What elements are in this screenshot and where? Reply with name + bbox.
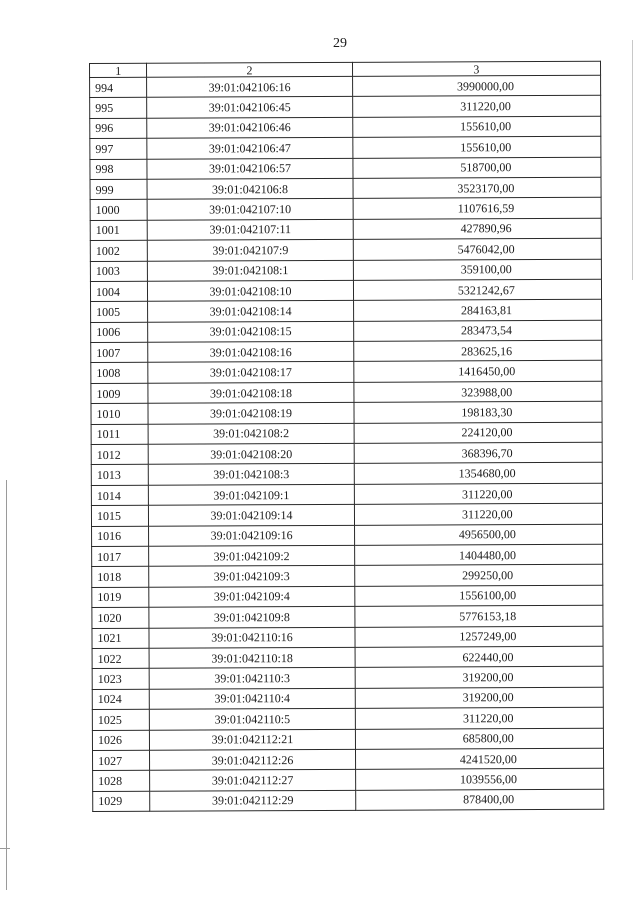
row-number-cell: 1014 [91, 485, 148, 506]
cadastral-number-cell: 39:01:042106:16 [147, 76, 352, 97]
cadastral-value-cell: 311220,00 [354, 483, 602, 504]
page-number: 29 [333, 36, 347, 51]
row-number-cell: 1001 [90, 220, 147, 241]
cadastral-number-cell: 39:01:042108:16 [148, 341, 353, 362]
cadastral-value-cell: 299250,00 [354, 565, 602, 586]
table-row [92, 585, 603, 608]
row-number-cell: 1024 [92, 689, 149, 710]
cadastral-value-cell: 878400,00 [355, 789, 603, 810]
cadastral-value-cell: 427890,96 [353, 218, 601, 239]
row-number-cell: 1002 [90, 240, 147, 261]
cadastral-value-cell: 198183,30 [354, 402, 602, 423]
cadastral-value-table [89, 61, 604, 812]
table-row [92, 687, 603, 710]
cadastral-number-cell: 39:01:042106:47 [147, 138, 352, 159]
cadastral-number-cell: 39:01:042110:3 [149, 668, 354, 689]
cadastral-value-cell: 311220,00 [352, 96, 600, 117]
table-row [92, 605, 603, 628]
cadastral-number-cell: 39:01:042108:14 [148, 301, 353, 322]
cadastral-number-cell: 39:01:042106:46 [147, 117, 352, 138]
row-number-cell: 999 [90, 179, 147, 200]
row-number-cell: 1011 [91, 424, 148, 445]
row-number-cell: 1007 [91, 342, 148, 363]
cadastral-value-cell: 323988,00 [354, 381, 602, 402]
column-header-1: 1 [90, 63, 147, 77]
row-number-cell: 1018 [92, 567, 149, 588]
table-row [92, 646, 603, 669]
row-number-cell: 1020 [92, 607, 149, 628]
table-row [91, 320, 602, 343]
table-row [90, 238, 601, 261]
row-number-cell: 998 [90, 159, 147, 180]
table-row [90, 177, 601, 200]
row-number-cell: 997 [90, 138, 147, 159]
cadastral-value-cell: 5321242,67 [353, 279, 601, 300]
cadastral-number-cell: 39:01:042108:10 [148, 280, 353, 301]
cadastral-number-cell: 39:01:042108:3 [149, 464, 354, 485]
row-number-cell: 1023 [92, 669, 149, 690]
cadastral-value-cell: 4956500,00 [354, 524, 602, 545]
cadastral-number-cell: 39:01:042109:3 [149, 566, 354, 587]
table-row [90, 279, 601, 302]
cadastral-number-cell: 39:01:042109:4 [149, 586, 354, 607]
cadastral-value-cell: 283625,16 [353, 340, 601, 361]
cadastral-value-cell: 1404480,00 [354, 544, 602, 565]
cadastral-value-cell: 3523170,00 [353, 177, 601, 198]
table-row [92, 748, 603, 771]
cadastral-number-cell: 39:01:042106:45 [147, 97, 352, 118]
cadastral-number-cell: 39:01:042109:16 [149, 525, 354, 546]
cadastral-value-cell: 622440,00 [355, 646, 603, 667]
row-number-cell: 1029 [93, 791, 150, 812]
row-number-cell: 1005 [91, 302, 148, 323]
cadastral-value-cell: 155610,00 [353, 136, 601, 157]
row-number-cell: 1006 [91, 322, 148, 343]
cadastral-value-cell: 5776153,18 [355, 605, 603, 626]
row-number-cell: 1025 [92, 709, 149, 730]
table-row [92, 565, 603, 588]
cadastral-value-cell: 359100,00 [353, 259, 601, 280]
table-row [91, 422, 602, 445]
row-number-cell: 1009 [91, 383, 148, 404]
scan-margin-line-right [632, 40, 633, 280]
cadastral-value-cell: 1416450,00 [353, 361, 601, 382]
cadastral-number-cell: 39:01:042108:2 [148, 423, 353, 444]
cadastral-value-cell: 319200,00 [355, 667, 603, 688]
table-row [90, 116, 601, 139]
cadastral-number-cell: 39:01:042110:18 [149, 647, 354, 668]
table-row [91, 442, 602, 465]
cadastral-value-cell: 3990000,00 [352, 75, 600, 96]
row-number-cell: 1015 [91, 505, 148, 526]
column-header-3: 3 [352, 61, 600, 76]
row-number-cell: 995 [90, 98, 147, 119]
cadastral-number-cell: 39:01:042108:17 [148, 362, 353, 383]
table-row [91, 483, 602, 506]
cadastral-value-cell: 518700,00 [353, 157, 601, 178]
cadastral-value-cell: 155610,00 [352, 116, 600, 137]
cadastral-number-cell: 39:01:042112:27 [150, 770, 355, 791]
cadastral-value-cell: 1107616,59 [353, 198, 601, 219]
table-row [92, 544, 603, 567]
cadastral-value-cell: 685800,00 [355, 728, 603, 749]
cadastral-number-cell: 39:01:042109:2 [149, 545, 354, 566]
row-number-cell: 1008 [91, 363, 148, 384]
row-number-cell: 1027 [92, 750, 149, 771]
row-number-cell: 996 [90, 118, 147, 139]
cadastral-number-cell: 39:01:042112:29 [150, 790, 355, 811]
table-row [91, 402, 602, 425]
table-row [90, 259, 601, 282]
cadastral-value-cell: 311220,00 [354, 503, 602, 524]
row-number-cell: 1012 [91, 444, 148, 465]
table-row [92, 524, 603, 547]
cadastral-number-cell: 39:01:042106:8 [147, 178, 352, 199]
table-row [90, 96, 601, 119]
cadastral-value-cell: 319200,00 [355, 687, 603, 708]
table-row [91, 503, 602, 526]
row-number-cell: 994 [90, 77, 147, 98]
table-row [92, 667, 603, 690]
cadastral-number-cell: 39:01:042109:1 [149, 484, 354, 505]
cadastral-number-cell: 39:01:042108:20 [148, 443, 353, 464]
cadastral-number-cell: 39:01:042109:8 [149, 607, 354, 628]
table-row [91, 300, 602, 323]
row-number-cell: 1026 [92, 730, 149, 751]
cadastral-value-cell: 224120,00 [354, 422, 602, 443]
row-number-cell: 1017 [92, 546, 149, 567]
table-row [90, 218, 601, 241]
cadastral-number-cell: 39:01:042108:19 [148, 403, 353, 424]
cadastral-number-cell: 39:01:042107:9 [148, 239, 353, 260]
table-row [92, 707, 603, 730]
cadastral-number-cell: 39:01:042109:14 [149, 505, 354, 526]
cadastral-value-cell: 1039556,00 [355, 769, 603, 790]
table-row [90, 136, 601, 159]
cadastral-value-cell: 1257249,00 [355, 626, 603, 647]
cadastral-number-cell: 39:01:042107:11 [147, 219, 352, 240]
scan-margin-line-left [6, 480, 7, 890]
cadastral-value-cell: 368396,70 [354, 442, 602, 463]
row-number-cell: 1003 [90, 261, 147, 282]
cadastral-value-cell: 5476042,00 [353, 238, 601, 259]
table-row [90, 75, 601, 98]
table-row [92, 728, 603, 751]
row-number-cell: 1022 [92, 648, 149, 669]
cadastral-value-cell: 1354680,00 [354, 463, 602, 484]
row-number-cell: 1010 [91, 403, 148, 424]
table-row [90, 198, 601, 221]
row-number-cell: 1013 [91, 465, 148, 486]
table-row [91, 340, 602, 363]
row-number-cell: 1019 [92, 587, 149, 608]
cadastral-number-cell: 39:01:042110:4 [150, 688, 355, 709]
table-row [91, 381, 602, 404]
cadastral-number-cell: 39:01:042108:15 [148, 321, 353, 342]
cadastral-number-cell: 39:01:042112:21 [150, 729, 355, 750]
cadastral-value-cell: 311220,00 [355, 707, 603, 728]
table-row [91, 361, 602, 384]
cadastral-value-cell: 1556100,00 [354, 585, 602, 606]
cadastral-value-cell: 284163,81 [353, 300, 601, 321]
cadastral-number-cell: 39:01:042112:26 [150, 749, 355, 770]
cadastral-number-cell: 39:01:042108:18 [148, 382, 353, 403]
scan-margin-tick [0, 848, 10, 849]
row-number-cell: 1021 [92, 628, 149, 649]
row-number-cell: 1000 [90, 200, 147, 221]
cadastral-number-cell: 39:01:042108:1 [148, 260, 353, 281]
table-body [90, 61, 604, 811]
table-row [92, 626, 603, 649]
cadastral-number-cell: 39:01:042110:5 [150, 708, 355, 729]
cadastral-number-cell: 39:01:042107:10 [147, 199, 352, 220]
row-number-cell: 1028 [93, 771, 150, 792]
cadastral-value-cell: 283473,54 [353, 320, 601, 341]
table-row [93, 769, 604, 792]
table-row [93, 789, 604, 812]
column-header-2: 2 [147, 62, 352, 77]
table-row [91, 463, 602, 486]
table-row [90, 157, 601, 180]
cadastral-number-cell: 39:01:042110:16 [149, 627, 354, 648]
row-number-cell: 1016 [92, 526, 149, 547]
cadastral-number-cell: 39:01:042106:57 [147, 158, 352, 179]
cadastral-value-cell: 4241520,00 [355, 748, 603, 769]
row-number-cell: 1004 [90, 281, 147, 302]
